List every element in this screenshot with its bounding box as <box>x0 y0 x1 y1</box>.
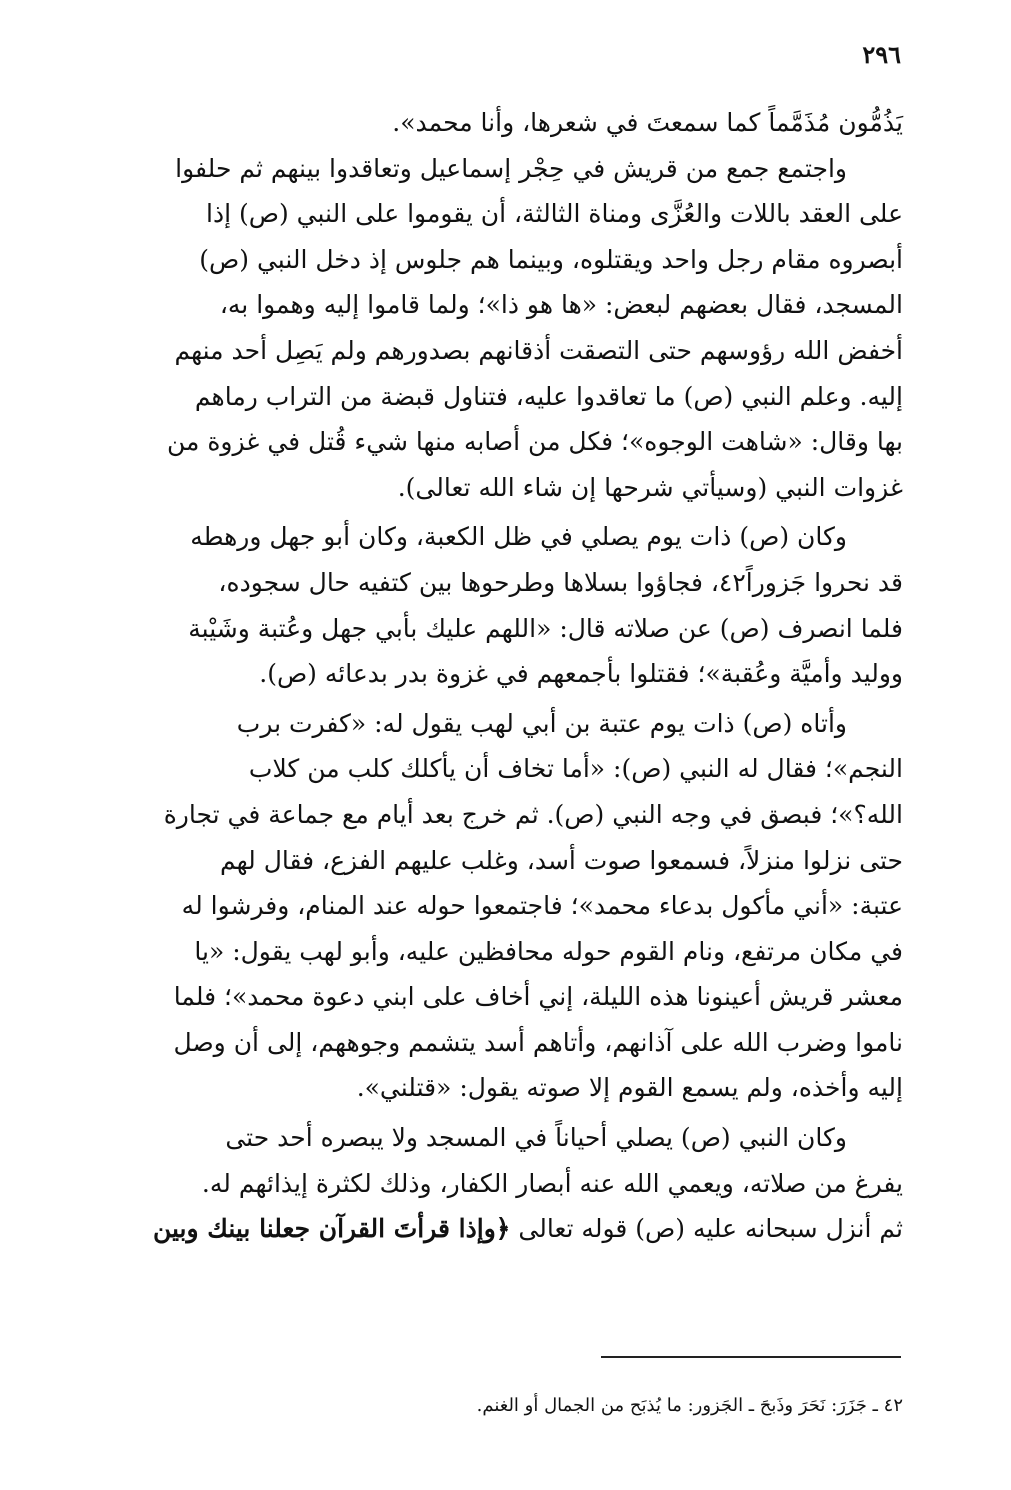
main-text <box>108 100 903 1252</box>
text-line: واجتمع جمع من قريش في حِجْر إسماعيل وتعاقدوا بينهم ثم حلفوا <box>175 153 847 183</box>
text-line: بها وقال: «شاهت الوجوه»؛ فكل من أصابه منها شيء قُتل في غزوة من <box>166 427 903 457</box>
text-line-prefix: ثم أنزل سبحانه عليه (ص) قوله تعالى <box>518 1214 903 1244</box>
text-line: الله؟»؛ فبصق في وجه النبي (ص). ثم خرج بعد أيام مع جماعة في تجارة <box>163 799 903 829</box>
text-line: إليه وأخذه، ولم يسمع القوم إلا صوته يقول: «قتلني». <box>356 1073 903 1103</box>
text-line: وكان (ص) ذات يوم يصلي في ظل الكعبة، وكان أبو جهل ورهطه <box>190 522 847 552</box>
page-number: ٢٩٦ <box>862 40 901 69</box>
text-line-last <box>108 1206 903 1252</box>
text-line: ووليد وأميَّة وعُقبة»؛ فقتلوا بأجمعهم في غزوة بدر بدعائه (ص). <box>259 659 903 689</box>
text-line: يفرغ من صلاته، ويعمي الله عنه أبصار الكفار، وذلك لكثرة إيذائهم له. <box>201 1168 903 1198</box>
text-line: إليه. وعلم النبي (ص) ما تعاقدوا عليه، فتناول قبضة من التراب رماهم <box>194 381 903 411</box>
text-line: أخفض الله رؤوسهم حتى التصقت أذقانهم بصدورهم ولم يَصِل أحد منهم <box>174 335 903 365</box>
text-line: وأتاه (ص) ذات يوم عتبة بن أبي لهب يقول له: «كفرت برب <box>236 708 847 738</box>
text-line: وكان النبي (ص) يصلي أحياناً في المسجد ولا يبصره أحد حتى <box>225 1123 847 1153</box>
footnote: ٤٢ ـ جَزَرَ: نَحَرَ وذَبحَ ـ الجَزور: ما يُذبَح من الجمال أو الغنم. <box>476 1395 903 1416</box>
text-line: ناموا وضرب الله على آذانهم، وأتاهم أسد يتشمم وجوههم، إلى أن وصل <box>173 1027 903 1057</box>
text-line: على العقد باللات والعُزَّى ومناة الثالثة، أن يقوموا على النبي (ص) إذا <box>206 199 903 229</box>
text-line: أبصروه مقام رجل واحد ويقتلوه، وبينما هم جلوس إذ دخل النبي (ص) <box>199 244 903 274</box>
text-line: معشر قريش أعينونا هذه الليلة، إني أخاف على ابني دعوة محمد»؛ فلما <box>173 982 903 1012</box>
text-line: قد نحروا جَزوراً٤٢، فجاؤوا بسلاها وطرحوها بين كتفيه حال سجوده، <box>218 567 903 597</box>
text-line: عتبة: «أني مأكول بدعاء محمد»؛ فاجتمعوا حوله عند المنام، وفرشوا له <box>181 891 903 921</box>
text-line: المسجد، فقال بعضهم لبعض: «ها هو ذا»؛ ولما قاموا إليه وهموا به، <box>219 290 903 320</box>
text-line: غزوات النبي (وسيأتي شرحها إن شاء الله تعالى). <box>397 472 903 502</box>
text-line: فلما انصرف (ص) عن صلاته قال: «اللهم عليك بأبي جهل وعُتبة وشَيْبة <box>188 613 903 643</box>
text-line: في مكان مرتفع، ونام القوم حوله محافظين عليه، وأبو لهب يقول: «يا <box>194 936 903 966</box>
quran-excerpt: ﴿وإذا قرأتَ القرآن جعلنا بينك وبين <box>152 1214 511 1244</box>
text-line: حتى نزلوا منزلاً، فسمعوا صوت أسد، وغلب عليهم الفزع، فقال لهم <box>220 845 903 875</box>
text-line: يَذُمُّون مُذَمَّماً كما سمعتَ في شعرها، وأنا محمد». <box>392 108 903 137</box>
footnote-separator <box>601 1356 901 1358</box>
text-line: النجم»؛ فقال له النبي (ص): «أما تخاف أن يأكلك كلب من كلاب <box>248 754 903 784</box>
